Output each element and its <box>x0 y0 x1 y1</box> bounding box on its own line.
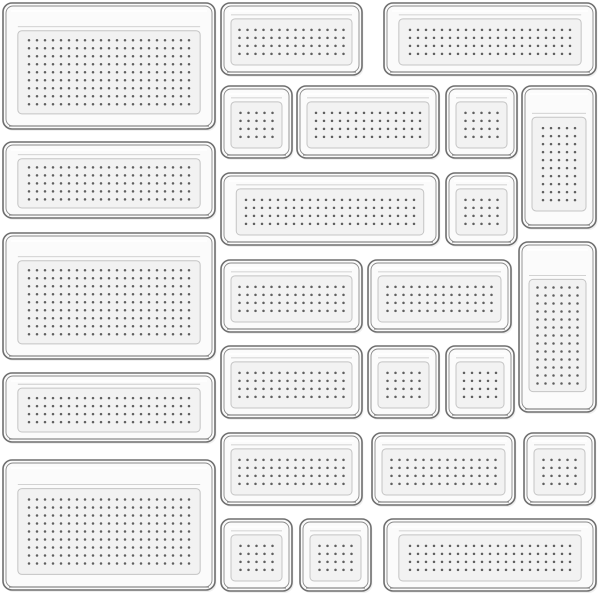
tray-small <box>446 86 519 160</box>
tray-small <box>221 86 294 160</box>
tray-small <box>368 346 441 420</box>
tray-dot-grid <box>28 269 191 336</box>
tray-large <box>3 233 217 361</box>
tray-tall <box>519 242 598 414</box>
tray-small <box>446 346 516 420</box>
tray-medium <box>368 260 513 334</box>
tray-medium <box>221 433 364 507</box>
tray-medium <box>221 260 364 334</box>
tray-medium <box>372 433 517 507</box>
tray-long <box>384 519 598 593</box>
tray-medium <box>221 346 364 420</box>
tray-small <box>221 519 294 593</box>
tray-long <box>3 373 217 444</box>
tray-large <box>3 460 217 592</box>
tray-small <box>446 173 519 247</box>
tray-dot-grid <box>28 39 191 106</box>
tray-dot-grid <box>28 498 191 565</box>
tray-small <box>300 519 373 593</box>
tray-medium <box>297 86 441 160</box>
tray-long <box>3 142 217 220</box>
tray-square <box>524 433 597 507</box>
tray-tall <box>522 86 598 230</box>
tray-medium <box>221 3 364 77</box>
tray-long <box>384 3 598 77</box>
tray-long <box>221 173 441 247</box>
tray-large <box>3 3 217 131</box>
